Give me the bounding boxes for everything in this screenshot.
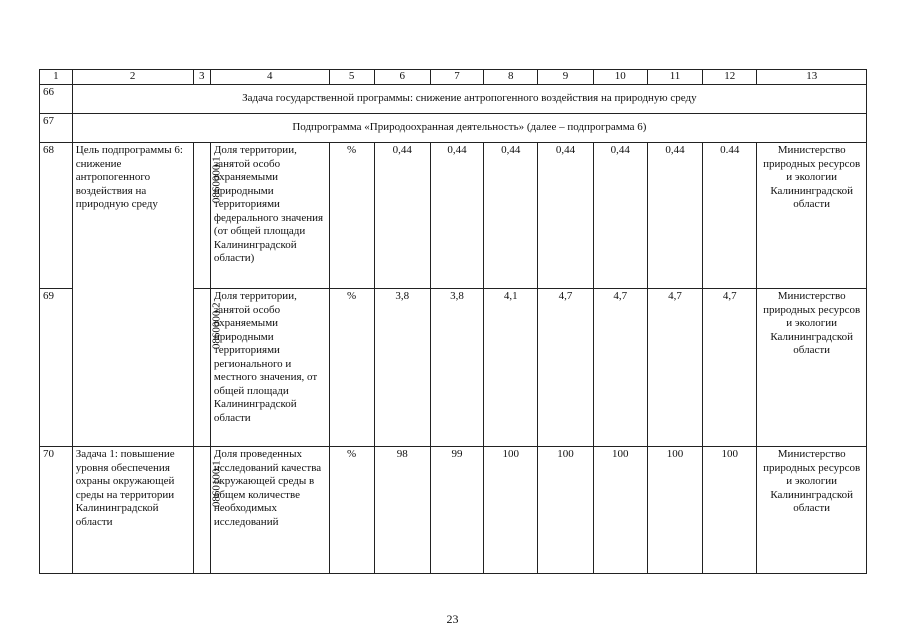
banner-row (40, 85, 867, 114)
table-row (40, 143, 867, 289)
column-number: 7 (430, 70, 483, 85)
indicator-code: 0860000.2 (209, 302, 222, 350)
value-cell: 100 (593, 447, 647, 574)
column-number: 2 (72, 70, 193, 85)
indicators-table (39, 69, 867, 574)
column-number: 5 (329, 70, 374, 85)
code-cell (193, 289, 222, 447)
value-cell: 0,44 (647, 143, 702, 289)
row-number: 67 (40, 114, 73, 143)
row-number: 69 (40, 289, 73, 447)
responsible-cell: Министерство природных ресурсов и экологии Калининградской области (757, 143, 867, 289)
program-task-banner: Задача государственной программы: снижение антропогенного воздействия на природную среду (72, 85, 866, 114)
column-number: 11 (647, 70, 702, 85)
responsible-cell: Министерство природных ресурсов и экологии Калининградской области (757, 447, 867, 574)
column-number: 10 (593, 70, 647, 85)
goal-cell (72, 289, 193, 447)
goal-cell: Цель подпрограммы 6: снижение антропогенного воздействия на природную среду (72, 143, 193, 289)
value-cell: 100 (647, 447, 702, 574)
responsible-cell: Министерство природных ресурсов и экологии Калининградской области (757, 289, 867, 447)
subprogram-banner: Подпрограмма «Природоохранная деятельность» (далее – подпрограмма 6) (72, 114, 866, 143)
column-number: 1 (40, 70, 73, 85)
value-cell: 4,7 (593, 289, 647, 447)
value-cell: 3,8 (374, 289, 430, 447)
value-cell: 0,44 (538, 143, 593, 289)
value-cell: 3,8 (430, 289, 483, 447)
value-cell: 0,44 (593, 143, 647, 289)
indicator-cell: Доля территории, занятой особо охраняемыми природными территориями федерального значения (от общей площади Калининградской области) (210, 143, 329, 289)
value-cell: 99 (430, 447, 483, 574)
table-row (40, 447, 867, 574)
unit-cell: % (329, 447, 374, 574)
value-cell: 0,44 (484, 143, 538, 289)
column-number: 9 (538, 70, 593, 85)
value-cell: 100 (538, 447, 593, 574)
value-cell: 100 (484, 447, 538, 574)
value-cell: 4,7 (538, 289, 593, 447)
code-cell (193, 447, 222, 574)
column-number-row (40, 70, 867, 85)
document-sheet (39, 69, 867, 574)
column-number: 3 (193, 70, 210, 85)
code-cell (193, 143, 222, 289)
value-cell: 0,44 (374, 143, 430, 289)
value-cell: 4,7 (647, 289, 702, 447)
goal-cell: Задача 1: повышение уровня обеспечения охраны окружающей среды на территории Калининградской области (72, 447, 193, 574)
value-cell: 0.44 (703, 143, 757, 289)
indicator-cell: Доля территории, занятой особо охраняемыми природными территориями регионального и местного значения, от общей площади Калининградской области (210, 289, 329, 447)
value-cell: 4,7 (703, 289, 757, 447)
unit-cell: % (329, 289, 374, 447)
row-number: 66 (40, 85, 73, 114)
column-number: 13 (757, 70, 867, 85)
value-cell: 4,1 (484, 289, 538, 447)
row-number: 70 (40, 447, 73, 574)
row-number: 68 (40, 143, 73, 289)
indicator-code: 0860000.1 (209, 156, 222, 204)
indicator-code: 0860100.1 (209, 460, 222, 508)
column-number: 4 (210, 70, 329, 85)
column-number: 8 (484, 70, 538, 85)
table-row (40, 289, 867, 447)
banner-row (40, 114, 867, 143)
column-number: 6 (374, 70, 430, 85)
value-cell: 0,44 (430, 143, 483, 289)
value-cell: 98 (374, 447, 430, 574)
unit-cell: % (329, 143, 374, 289)
indicator-cell: Доля проведенных исследований качества окружающей среды в общем количестве необходимых исследований (210, 447, 329, 574)
page-number: 23 (446, 612, 459, 626)
value-cell: 100 (703, 447, 757, 574)
column-number: 12 (703, 70, 757, 85)
